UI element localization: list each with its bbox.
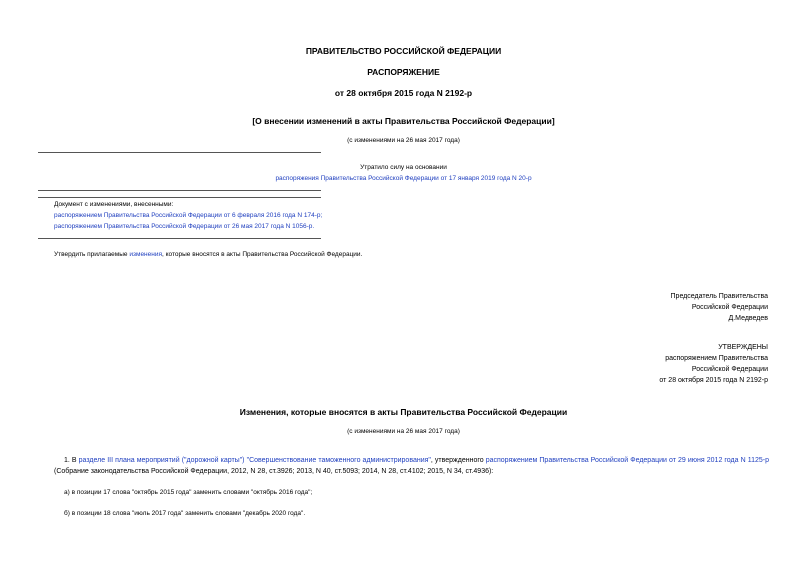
appendix-title: Изменения, которые вносятся в акты Правительства Российской Федерации [239,407,568,417]
invalidation-link[interactable]: распоряжения Правительства Российской Федерации от 17 января 2019 года N 20-р [275,175,532,182]
plan-section-link[interactable]: разделе III плана мероприятий ("дорожной карты") "Совершенствование таможенного администрирования" [78,457,431,464]
order-link[interactable]: распоряжением Правительства Российской Федерации от 29 июня 2012 года N 1125-р [485,457,769,464]
change-link[interactable]: распоряжением Правительства Российской Федерации от 6 февраля 2016 года N 174-р; [54,212,323,219]
approved-line: Российской Федерации [691,366,768,373]
invalidation-label: Утратило силу на основании [360,164,447,171]
sub-item-a: а) в позиции 17 слова "октябрь 2015 года" заменить словами "октябрь 2016 года"; [64,489,313,496]
signature-position: Председатель Правительства [670,293,768,300]
body-text: Утвердить прилагаемые [54,251,130,258]
approved-heading: УТВЕРЖДЕНЫ [718,344,768,351]
appendix-revision-note: (с изменениями на 26 мая 2017 года) [347,428,460,435]
signature-position: Российской Федерации [691,304,768,311]
divider [38,238,321,239]
body-paragraph [54,251,362,258]
divider [38,190,321,191]
document-type: РАСПОРЯЖЕНИЕ [367,67,440,77]
document-title: [О внесении изменений в акты Правительства Российской Федерации] [252,116,555,126]
approved-line: от 28 октября 2015 года N 2192-р [659,377,768,384]
sub-item-b: б) в позиции 18 слова "июль 2017 года" заменить словами "декабрь 2020 года". [64,510,306,517]
body-text: , которые вносятся в акты Правительства Российской Федерации. [162,251,363,258]
item-1 [54,455,769,477]
item-text: , утвержденного [430,457,486,464]
item-number: 1. В [64,457,79,464]
changes-link[interactable]: изменения [129,251,162,258]
change-link[interactable]: распоряжением Правительства Российской Федерации от 26 мая 2017 года N 1056-р. [54,223,315,230]
document-date-number: от 28 октября 2015 года N 2192-р [334,88,473,98]
divider [38,197,321,198]
approved-line: распоряжением Правительства [665,355,768,362]
divider [38,152,321,153]
government-heading: ПРАВИТЕЛЬСТВО РОССИЙСКОЙ ФЕДЕРАЦИИ [305,46,502,56]
item-text: (Собрание законодательства Российской Федерации, 2012, N 28, ст.3926; 2013, N 40, ст.5093; 2014, N 28, ст.4102; 2015, N 34, ст.4936): [54,468,494,475]
revision-note: (с изменениями на 26 мая 2017 года) [347,137,460,144]
changes-intro: Документ с изменениями, внесенными: [54,201,174,208]
signature-name: Д.Медведев [728,315,768,322]
